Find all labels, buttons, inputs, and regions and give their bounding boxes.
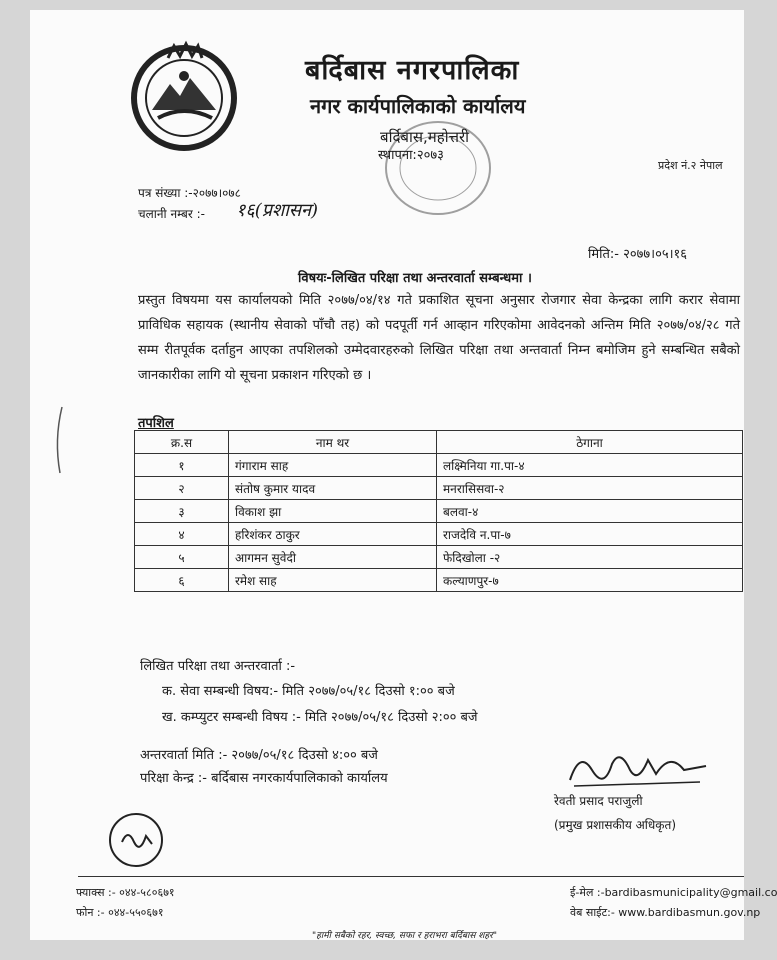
address-cell: फेदिखोला -२ [437,546,743,569]
address-cell: राजदेवि न.पा-७ [437,523,743,546]
candidate-table [134,430,743,592]
footer-email: ई-मेल :-bardibasmunicipality@gmail.co [570,886,777,899]
table-header-row [135,431,743,454]
footer-divider [78,876,744,877]
letter-subject: विषयः-लिखित परिक्षा तथा अन्तरवार्ता सम्बन्धमा । [298,271,532,286]
dispatch-number-handwritten: १६(प्रशासन) [236,200,319,221]
name-cell: गंगाराम साह [229,454,437,477]
exam-service-subject: क. सेवा सम्बन्धी विषय:- मिति २०७७/०५/१८ दिउसो १:०० बजे [162,684,455,699]
address-cell: मनरासिसवा-२ [437,477,743,500]
column-header: क्र.स [135,431,229,454]
name-cell: विकाश झा [229,500,437,523]
details-heading: तपशिल [138,416,174,431]
interview-date: अन्तरवार्ता मिति :- २०७७/०५/१८ दिउसो ४:०० बजे [140,748,378,763]
name-cell: रमेश साह [229,569,437,592]
signer-designation: (प्रमुख प्रशासकीय अधिकृत) [554,818,677,832]
footer-phone: फोन :- ०४४-५५०६७१ [76,906,164,919]
footer-fax: फ्याक्स :- ०४४-५८०६७१ [76,886,175,899]
establishment-year: स्थापना:२०७३ [378,148,444,163]
name-cell: आगमन सुवेदी [229,546,437,569]
letter-date: मिति:- २०७७।०५।१६ [588,247,688,262]
table-row [135,477,743,500]
serial-cell: १ [135,454,229,477]
column-header: ठेगाना [437,431,743,454]
serial-cell: ४ [135,523,229,546]
name-cell: संतोष कुमार यादव [229,477,437,500]
initial-mark-icon [106,810,166,870]
margin-mark-icon [52,405,64,475]
exam-center: परिक्षा केन्द्र :- बर्दिबास नगरकार्यपालिकाको कार्यालय [140,771,388,786]
name-cell: हरिशंकर ठाकुर [229,523,437,546]
serial-cell: ५ [135,546,229,569]
office-location: बर्दिबास,महोत्तरी [380,128,469,146]
footer-website: वेब साईट:- www.bardibasmun.gov.np [570,906,761,919]
municipality-title: बर्दिबास नगरपालिका [305,55,520,86]
footer-motto: "हामी सबैको रहर, स्वच्छ, सफा र हराभरा बर्दिबास शहर" [312,931,497,941]
signature-icon [560,740,710,795]
office-name: नगर कार्यपालिकाको कार्यालय [310,94,526,118]
letter-number: पत्र संख्या :-२०७७।०७८ [138,186,241,200]
exam-computer-subject: ख. कम्प्युटर सम्बन्धी विषय :- मिति २०७७/०५/१८ दिउसो २:०० बजे [162,710,478,725]
serial-cell: ६ [135,569,229,592]
address-cell: कल्याणपुर-७ [437,569,743,592]
letter-body: प्रस्तुत विषयमा यस कार्यालयको मिति २०७७/०४/१४ गते प्रकाशित सूचना अनुसार रोजगार सेवा केन्द्रका लागि करार सेवामा प्राविधिक सहायक (स्थानीय सेवाको पाँचौ तह) को पदपूर्ती गर्न आव्हान गरिएकोमा आवेदनको अन्तिम मिति २०७७/०४/२८ गते सम्म रीतपूर्वक दर्ताहुन आएका तपशिलको उम्मेदवारहरुको लिखित परिक्षा तथा अन्तवार्ता निम्न बमोजिम हुने सम्बन्धित सबैको जानकारीका लागि यो सूचना प्रकाशन गरिएको छ । [138,293,740,383]
serial-cell: ३ [135,500,229,523]
address-cell: बलवा-४ [437,500,743,523]
dispatch-label: चलानी नम्बर :- [138,207,205,221]
municipality-emblem-icon [128,40,240,152]
table-row [135,523,743,546]
table-row [135,500,743,523]
signer-name: रेवती प्रसाद पराजुली [554,794,643,808]
table-row [135,546,743,569]
table-row [135,454,743,477]
table-row [135,569,743,592]
province-label: प्रदेश नं.२ नेपाल [658,159,723,172]
letter-page [30,10,777,941]
serial-cell: २ [135,477,229,500]
address-cell: लक्ष्मिनिया गा.पा-४ [437,454,743,477]
exam-heading: लिखित परिक्षा तथा अन्तरवार्ता :- [140,659,296,674]
column-header: नाम थर [229,431,437,454]
